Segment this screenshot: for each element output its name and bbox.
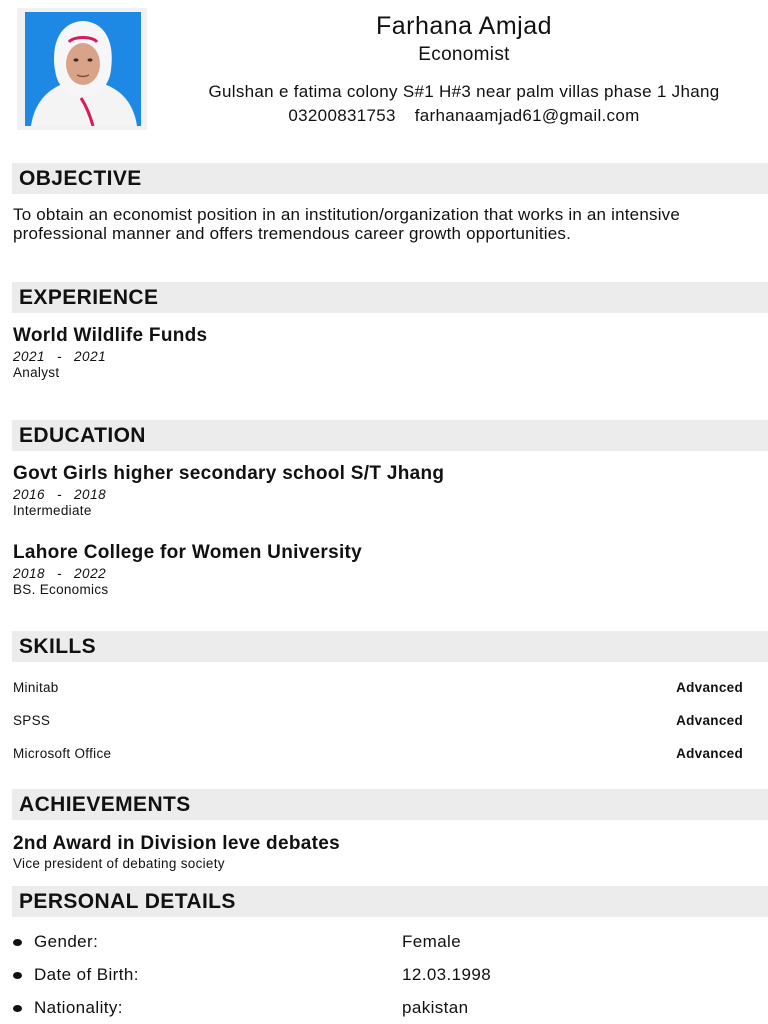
- detail-label: Date of Birth:: [34, 965, 139, 984]
- start-year: 2016: [13, 487, 46, 502]
- section-title: ACHIEVEMENTS: [19, 793, 191, 816]
- entry-title: Lahore College for Women University: [13, 542, 363, 563]
- address: Gulshan e fatima colony S#1 H#3 near palm villas phase 1 Jhang: [208, 82, 720, 101]
- personal-details-section-header: [12, 886, 768, 917]
- section-title: SKILLS: [19, 635, 97, 658]
- entry-title: 2nd Award in Division leve debates: [13, 833, 340, 854]
- date-separator: -: [57, 349, 63, 364]
- end-year: 2018: [74, 487, 107, 502]
- entry-subtitle: Analyst: [13, 365, 60, 380]
- bullet-icon: [13, 972, 22, 979]
- profile-photo: [17, 8, 147, 130]
- date-separator: -: [57, 566, 63, 581]
- entry-dates: [13, 348, 753, 365]
- education-entry: [13, 462, 753, 519]
- skills-section-header: [12, 631, 768, 662]
- section-title: PERSONAL DETAILS: [19, 890, 236, 913]
- section-title: OBJECTIVE: [19, 167, 142, 190]
- personal-detail-row: [13, 998, 753, 1022]
- start-year: 2018: [13, 566, 46, 581]
- detail-value: pakistan: [402, 998, 469, 1017]
- entry-dates: [13, 486, 753, 503]
- entry-dates: [13, 565, 753, 582]
- end-year: 2022: [74, 566, 107, 581]
- section-title: EXPERIENCE: [19, 286, 159, 309]
- resume-header: [160, 10, 768, 127]
- detail-label: Nationality:: [34, 998, 123, 1017]
- entry-subtitle: Intermediate: [13, 503, 92, 518]
- profile-photo-image: [25, 12, 141, 126]
- skill-name: Microsoft Office: [13, 746, 112, 761]
- bullet-icon: [13, 1005, 22, 1012]
- full-name: Farhana Amjad: [375, 12, 553, 40]
- detail-label: Gender:: [34, 932, 99, 951]
- skill-row: [13, 713, 743, 733]
- objective-section-header: [12, 163, 768, 194]
- email-address: farhanaamjad61@gmail.com: [414, 106, 640, 125]
- skill-name: Minitab: [13, 680, 59, 695]
- phone-number: 03200831753: [288, 106, 396, 125]
- achievement-entry: [13, 832, 753, 872]
- experience-section-header: [12, 282, 768, 313]
- entry-subtitle: Vice president of debating society: [13, 856, 225, 871]
- skill-level: Advanced: [676, 746, 743, 761]
- skill-level: Advanced: [676, 680, 743, 695]
- experience-entry: [13, 324, 753, 381]
- skill-row: [13, 746, 743, 766]
- entry-subtitle: BS. Economics: [13, 582, 109, 597]
- achievements-section-header: [12, 789, 768, 820]
- detail-value: Female: [402, 932, 462, 951]
- personal-detail-row: [13, 932, 753, 956]
- education-entry: [13, 541, 753, 598]
- skill-row: [13, 680, 743, 700]
- job-title: Economist: [418, 44, 510, 65]
- skill-level: Advanced: [676, 713, 743, 728]
- skill-name: SPSS: [13, 713, 51, 728]
- entry-title: Govt Girls higher secondary school S/T Jhang: [13, 463, 445, 484]
- end-year: 2021: [74, 349, 107, 364]
- person-portrait-icon: [25, 12, 141, 126]
- bullet-icon: [13, 939, 22, 946]
- start-year: 2021: [13, 349, 46, 364]
- section-title: EDUCATION: [19, 424, 146, 447]
- contact-line: [160, 105, 768, 127]
- date-separator: -: [57, 487, 63, 502]
- detail-value: 12.03.1998: [402, 965, 492, 984]
- entry-title: World Wildlife Funds: [13, 325, 208, 346]
- education-section-header: [12, 420, 768, 451]
- objective-text: To obtain an economist position in an institution/organization that works in an intensive professional manner and offers tremendous career growth opportunities.: [13, 205, 681, 243]
- personal-detail-row: [13, 965, 753, 989]
